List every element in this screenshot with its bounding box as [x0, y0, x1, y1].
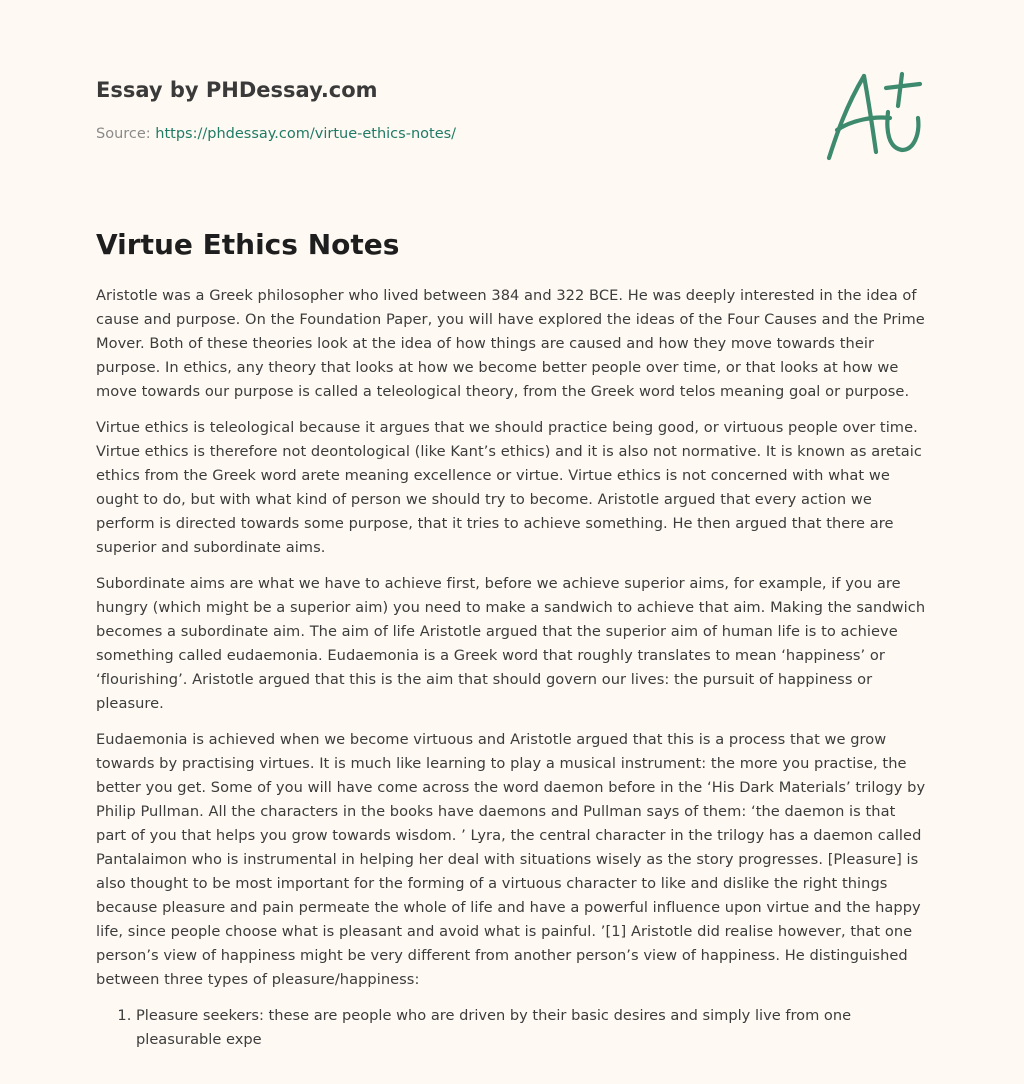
- a-plus-logo-icon: [824, 68, 928, 164]
- article-paragraph: Eudaemonia is achieved when we become virtuous and Aristotle argued that this is a process that we grow towards by practising virtues. It is much like learning to play a musical instrument: the more you practise, the better you get. Some of you will have come across the word daemon before in the ‘His Dark Materials’ trilogy by Philip Pullman. All the characters in the books have daemons and Pullman says of them: ‘the daemon is that part of you that helps you grow towards wisdom. ’ Lyra, the central character in the trilogy has a daemon called Pantalaimon who is instrumental in helping her deal with situations wisely as the story progresses. [Pleasure] is also thought to be most important for the forming of a virtuous character to like and dislike the right things because pleasure and pain permeate the whole of life and have a powerful influence upon virtue and the happy life, since people choose what is pleasant and avoid what is painful. ’[1] Aristotle did realise however, that one person’s view of happiness might be very different from another person’s view of happiness. He distinguished between three types of pleasure/happiness:: [96, 731, 926, 988]
- pleasure-types-list: [96, 1004, 930, 1052]
- page-title: Virtue Ethics Notes: [96, 228, 400, 261]
- source-link[interactable]: https://phdessay.com/virtue-ethics-notes/: [155, 126, 457, 142]
- article: [96, 226, 930, 1052]
- list-item: 1. Pleasure seekers: these are people who are driven by their basic desires and simply live from one pleasurable expe: [136, 1004, 930, 1052]
- article-paragraph: Virtue ethics is teleological because it argues that we should practice being good, or virtuous people over time. Virtue ethics is therefore not deontological (like Kant’s ethics) and it is also not normative. It is known as aretaic ethics from the Greek word arete meaning excellence or virtue. Virtue ethics is not concerned with what we ought to do, but with what kind of person we should try to become. Aristotle argued that every action we perform is directed towards some purpose, that it tries to achieve something. He then argued that there are superior and subordinate aims.: [96, 419, 922, 556]
- site-title: Essay by PHDessay.com: [96, 78, 378, 102]
- source-label: Source:: [96, 126, 156, 142]
- article-paragraph: Subordinate aims are what we have to achieve first, before we achieve superior aims, for example, if you are hungry (which might be a superior aim) you need to make a sandwich to achieve that aim. Making the sandwich becomes a subordinate aim. The aim of life Aristotle argued that the superior aim of human life is to achieve something called eudaemonia. Eudaemonia is a Greek word that roughly translates to mean ‘happiness’ or ‘flourishing’. Aristotle argued that this is the aim that should govern our lives: the pursuit of happiness or pleasure.: [96, 575, 926, 712]
- source-line: [96, 124, 796, 144]
- article-paragraph: Aristotle was a Greek philosopher who lived between 384 and 322 BCE. He was deeply interested in the idea of cause and purpose. On the Foundation Paper, you will have explored the ideas of the Four Causes and the Prime Mover. Both of these theories look at the idea of how things are caused and how they move towards their purpose. In ethics, any theory that looks at how we become better people over time, or that looks at how we move towards our purpose is called a teleological theory, from the Greek word telos meaning goal or purpose.: [96, 287, 925, 400]
- page-header: [96, 76, 796, 144]
